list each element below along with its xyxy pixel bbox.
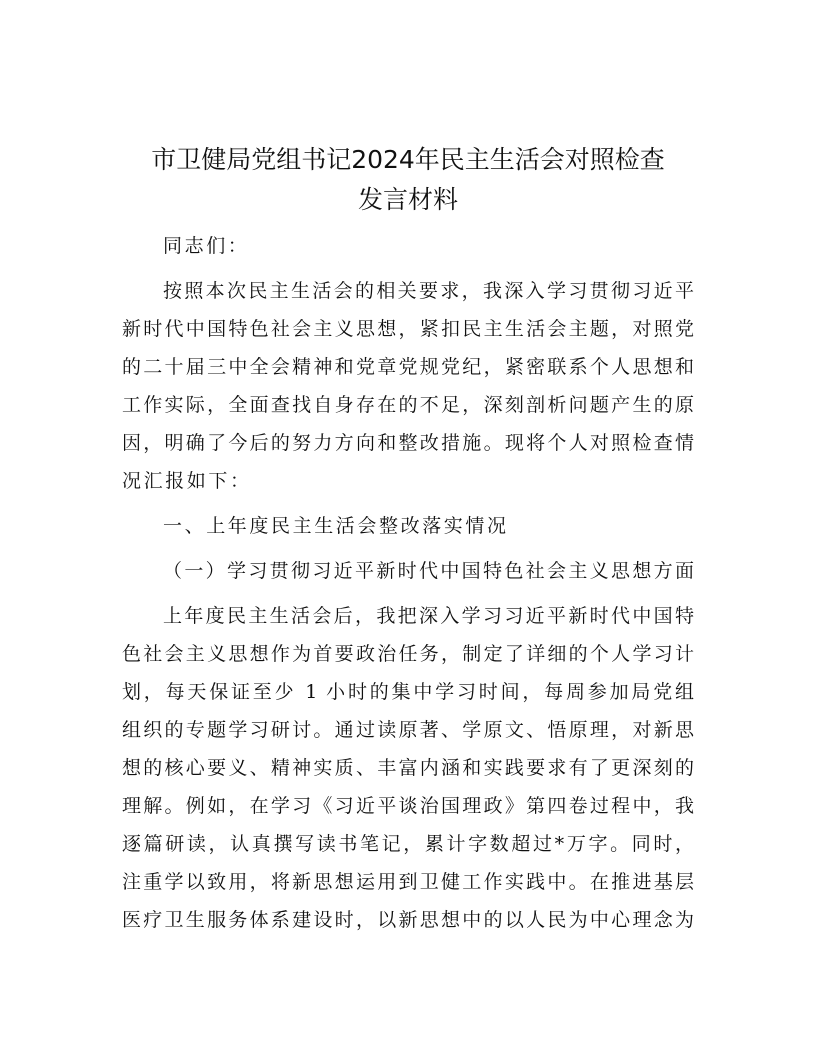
paragraph-line: 工作实际，全面查找自身存在的不足，深刻剖析问题产生的原 xyxy=(122,394,694,416)
paragraph-line: 想的核心要义、精神实质、丰富内涵和实践要求有了更深刻的 xyxy=(122,757,694,779)
paragraph-line: 理解。例如，在学习《习近平谈治国理政》第四卷过程中，我 xyxy=(122,795,694,817)
paragraph-line: 组织的专题学习研讨。通过读原著、学原文、悟原理，对新思 xyxy=(122,719,694,741)
paragraph-line: 划，每天保证至少 1 小时的集中学习时间，每周参加局党组 xyxy=(122,681,694,703)
paragraph-line: 按照本次民主生活会的相关要求，我深入学习贯彻习近平 xyxy=(163,280,694,302)
paragraph-line: 色社会主义思想作为首要政治任务，制定了详细的个人学习计 xyxy=(122,643,694,665)
paragraph-line: 因，明确了今后的努力方向和整改措施。现将个人对照检查情 xyxy=(122,432,694,454)
paragraph-line: 逐篇研读，认真撰写读书笔记，累计字数超过*万字。同时， xyxy=(122,833,694,855)
paragraph-line: 况汇报如下： xyxy=(122,470,252,492)
paragraph-line: 医疗卫生服务体系建设时，以新思想中的以人民为中心理念为 xyxy=(122,909,694,931)
paragraph-line: 新时代中国特色社会主义思想，紧扣民主生活会主题，对照党 xyxy=(122,318,694,340)
subsection-heading: （一）学习贯彻习近平新时代中国特色社会主义思想方面 xyxy=(163,560,694,582)
paragraph-line: 注重学以致用，将新思想运用到卫健工作实践中。在推进基层 xyxy=(122,871,694,893)
greeting: 同志们： xyxy=(163,235,250,257)
paragraph-line: 上年度民主生活会后，我把深入学习习近平新时代中国特 xyxy=(163,605,694,627)
paragraph-line: 的二十届三中全会精神和党章党规党纪，紧密联系个人思想和 xyxy=(122,356,694,378)
document-title-line-1: 市卫健局党组书记2024年民主生活会对照检查 xyxy=(151,145,665,174)
document-title-line-2: 发言材料 xyxy=(357,185,458,214)
section-heading: 一、上年度民主生活会整改落实情况 xyxy=(163,515,509,537)
